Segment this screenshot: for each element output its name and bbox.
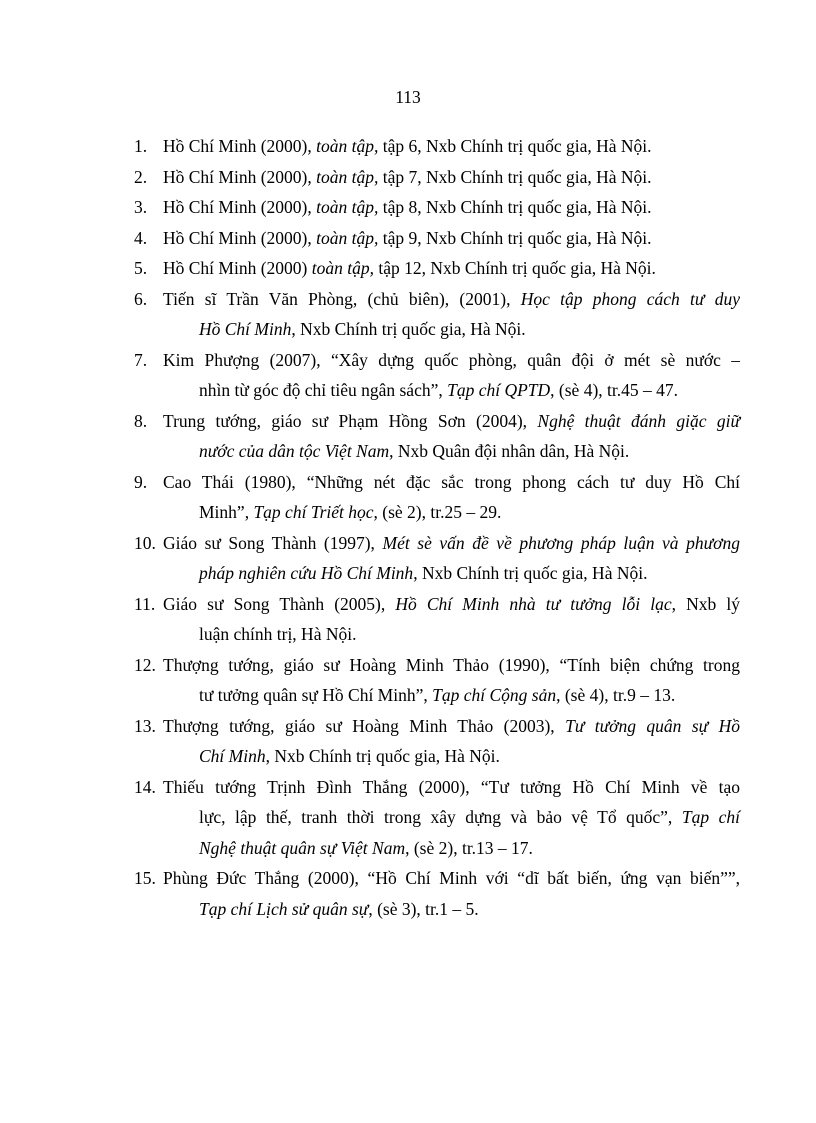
reference-number: 11. — [134, 593, 156, 614]
reference-number: 7. — [134, 349, 148, 370]
reference-segment: Thiếu tướng Trịnh Đình Thắng (2000), “Tư tưởng Hồ Chí Minh về tạo — [163, 776, 740, 797]
reference-number: 12. — [134, 654, 156, 675]
reference-item — [134, 253, 740, 284]
reference-segment: , (sè 2), tr.13 – 17. — [405, 837, 533, 858]
reference-item — [134, 284, 740, 345]
reference-item — [134, 772, 740, 864]
reference-text — [163, 284, 740, 345]
reference-title-italic: nước của dân tộc Việt Nam — [199, 441, 390, 461]
reference-title-italic: Nghệ thuật đánh giặc giữ — [537, 410, 740, 431]
reference-segment: Hồ Chí Minh (2000), — [163, 227, 317, 248]
reference-title-italic: Mét sè vấn đề về phương pháp luận và phương — [382, 532, 740, 553]
reference-line — [163, 894, 740, 925]
reference-number: 1. — [134, 136, 148, 156]
reference-list — [134, 131, 740, 924]
reference-title-italic: Tạp chí — [681, 807, 740, 827]
reference-text — [163, 863, 740, 924]
reference-line — [163, 711, 740, 742]
reference-number: 9. — [134, 471, 148, 492]
reference-line — [163, 680, 740, 711]
reference-segment: Giáo sư Song Thành (2005), — [163, 593, 396, 614]
reference-segment: , (sè 4), tr.45 – 47. — [550, 380, 679, 400]
reference-text — [163, 772, 740, 864]
reference-line — [163, 375, 740, 406]
reference-item — [134, 467, 740, 528]
reference-text — [163, 711, 740, 772]
reference-item — [134, 650, 740, 711]
reference-number: 10. — [134, 532, 156, 553]
reference-segment: Phùng Đức Thắng (2000), “Hồ Chí Minh với “dĩ bất biến, ứng vạn biến””, — [163, 868, 740, 888]
reference-segment: Hồ Chí Minh (2000), — [163, 136, 317, 156]
reference-text — [163, 345, 740, 406]
reference-text — [163, 162, 740, 193]
reference-segment: Giáo sư Song Thành (1997), — [163, 532, 383, 553]
reference-segment: tập 8, Nxb Chính trị quốc gia, Hà Nội. — [378, 197, 652, 217]
reference-item — [134, 192, 740, 223]
reference-title-italic: Tạp chí QPTD — [447, 380, 551, 400]
reference-segment: , (sè 2), tr.25 – 29. — [373, 502, 502, 522]
reference-line — [163, 162, 740, 193]
reference-segment: luận chính trị, Hà Nội. — [199, 624, 357, 644]
reference-line — [163, 528, 740, 559]
reference-segment: Hồ Chí Minh (2000) — [163, 258, 312, 278]
reference-segment: tư tưởng quân sự Hồ Chí Minh”, — [199, 685, 433, 705]
reference-line — [163, 284, 740, 315]
reference-text — [163, 192, 740, 223]
reference-line — [163, 619, 740, 650]
reference-segment: Tiến sĩ Trần Văn Phòng, (chủ biên), (2001), — [163, 288, 521, 309]
reference-number: 5. — [134, 258, 148, 278]
reference-item — [134, 223, 740, 254]
reference-line — [163, 436, 740, 467]
reference-item — [134, 528, 740, 589]
reference-segment: Minh”, — [199, 502, 254, 522]
reference-line — [163, 833, 740, 864]
reference-item — [134, 162, 740, 193]
reference-item — [134, 711, 740, 772]
reference-title-italic: Học tập phong cách tư duy — [520, 288, 740, 309]
page-number: 113 — [395, 87, 421, 107]
reference-title-italic: toàn tập, — [316, 197, 379, 217]
reference-title-italic: Hồ Chí Minh nhà tư tưởng lỗi lạc — [395, 593, 672, 614]
reference-segment: , (sè 4), tr.9 – 13. — [556, 685, 676, 705]
reference-number: 6. — [134, 288, 148, 309]
reference-segment: lực, lập thế, tranh thời trong xây dựng và bảo vệ Tổ quốc”, — [199, 807, 682, 827]
reference-segment: Cao Thái (1980), “Những nét đặc sắc trong phong cách tư duy Hồ Chí — [163, 471, 740, 492]
reference-number: 15. — [134, 868, 156, 888]
reference-line — [163, 802, 740, 833]
reference-item — [134, 345, 740, 406]
reference-text — [163, 467, 740, 528]
reference-text — [163, 253, 740, 284]
reference-number: 3. — [134, 197, 148, 217]
reference-title-italic: toàn tập, — [316, 166, 379, 187]
reference-segment: Thượng tướng, giáo sư Hoàng Minh Thảo (2003), — [163, 715, 566, 736]
reference-title-italic: Hồ Chí Minh — [199, 319, 292, 339]
reference-text — [163, 650, 740, 711]
reference-title-italic: Nghệ thuật quân sự Việt Nam — [199, 837, 406, 858]
reference-segment: nhìn từ góc độ chỉ tiêu ngân sách”, — [199, 380, 448, 400]
reference-number: 13. — [134, 715, 156, 736]
reference-text — [163, 223, 740, 254]
reference-title-italic: toàn tập, — [316, 136, 379, 156]
reference-segment: , (sè 3), tr.1 – 5. — [368, 898, 479, 919]
reference-segment: tập 6, Nxb Chính trị quốc gia, Hà Nội. — [378, 136, 652, 156]
reference-line — [163, 772, 740, 803]
reference-item — [134, 131, 740, 162]
reference-line — [163, 558, 740, 589]
reference-segment: tập 12, Nxb Chính trị quốc gia, Hà Nội. — [373, 258, 656, 278]
reference-title-italic: pháp nghiên cứu Hồ Chí Minh — [199, 563, 414, 583]
reference-segment: Thượng tướng, giáo sư Hoàng Minh Thảo (1990), “Tính biện chứng trong — [163, 654, 740, 675]
reference-line — [163, 345, 740, 376]
reference-line — [163, 406, 740, 437]
reference-line — [163, 314, 740, 345]
reference-line — [163, 497, 740, 528]
reference-title-italic: toàn tập, — [311, 258, 374, 278]
reference-line — [163, 741, 740, 772]
reference-line — [163, 650, 740, 681]
reference-segment: Kim Phượng (2007), “Xây dựng quốc phòng, quân đội ở mét sè nước – — [163, 349, 740, 370]
reference-title-italic: Tạp chí Lịch sử quân sự — [199, 898, 369, 919]
reference-segment: , Nxb lý — [671, 593, 741, 614]
reference-item — [134, 589, 740, 650]
reference-segment: Hồ Chí Minh (2000), — [163, 197, 317, 217]
reference-segment: , Nxb Quân đội nhân dân, Hà Nội. — [389, 441, 630, 461]
reference-line — [163, 192, 740, 223]
reference-segment: tập 9, Nxb Chính trị quốc gia, Hà Nội. — [378, 227, 652, 248]
reference-number: 2. — [134, 166, 148, 187]
reference-line — [163, 131, 740, 162]
reference-line — [163, 863, 740, 894]
reference-line — [163, 223, 740, 254]
reference-title-italic: toàn tập, — [316, 227, 379, 248]
reference-segment: , Nxb Chính trị quốc gia, Hà Nội. — [413, 563, 648, 583]
reference-line — [163, 589, 740, 620]
reference-segment: , Nxb Chính trị quốc gia, Hà Nội. — [265, 746, 500, 766]
reference-text — [163, 528, 740, 589]
reference-title-italic: Tạp chí Cộng sản — [432, 685, 557, 705]
reference-title-italic: Tư tưởng quân sự Hồ — [565, 715, 740, 736]
reference-segment: Trung tướng, giáo sư Phạm Hồng Sơn (2004), — [163, 410, 538, 431]
reference-item — [134, 863, 740, 924]
reference-line — [163, 467, 740, 498]
reference-item — [134, 406, 740, 467]
reference-text — [163, 589, 740, 650]
reference-number: 4. — [134, 227, 148, 248]
reference-segment: Hồ Chí Minh (2000), — [163, 166, 317, 187]
reference-segment: , Nxb Chính trị quốc gia, Hà Nội. — [291, 319, 526, 339]
reference-segment: tập 7, Nxb Chính trị quốc gia, Hà Nội. — [378, 166, 652, 187]
reference-number: 8. — [134, 410, 148, 431]
reference-line — [163, 253, 740, 284]
reference-number: 14. — [134, 776, 156, 797]
reference-title-italic: Chí Minh — [199, 746, 266, 766]
reference-text — [163, 406, 740, 467]
reference-text — [163, 131, 740, 162]
reference-title-italic: Tạp chí Triết học — [253, 502, 374, 522]
